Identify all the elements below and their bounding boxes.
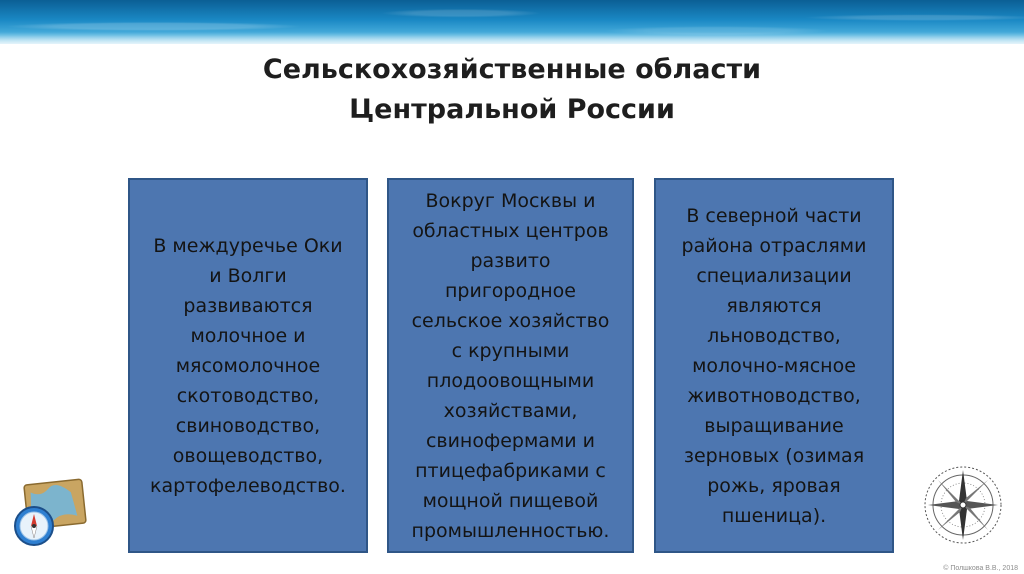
card-moscow-suburbs [387, 178, 634, 553]
slide-title-line-1: Сельскохозяйственные области [262, 54, 762, 85]
card-north-region [654, 178, 894, 553]
slide-title [0, 50, 1024, 130]
slide-title-line-2: Центральной России [349, 94, 675, 125]
card-north-region-text: В северной части района отраслями специализации являются льноводство, молочно-мясное животноводство, выращивание зерновых (озимая рожь, яровая пшеница). [681, 204, 867, 527]
compass-rose-icon [916, 458, 1010, 552]
header-band [0, 0, 1024, 44]
card-moscow-suburbs-text: Вокруг Москвы и областных центров развито пригородное сельское хозяйство с крупными плодоовощными хозяйствами, свинофермами и птицефабриками с мощной пищевой промышленностью. [411, 189, 610, 542]
card-oka-volga-text: В междуречье Оки и Волги развиваются молочное и мясомолочное скотоводство, свиноводство, овощеводство, картофелеводство. [150, 234, 346, 497]
map-compass-icon [12, 478, 92, 548]
copyright-footer: © Полшкова В.В., 2018 [943, 565, 1018, 572]
header-fade [0, 32, 1024, 44]
card-oka-volga [128, 178, 368, 553]
